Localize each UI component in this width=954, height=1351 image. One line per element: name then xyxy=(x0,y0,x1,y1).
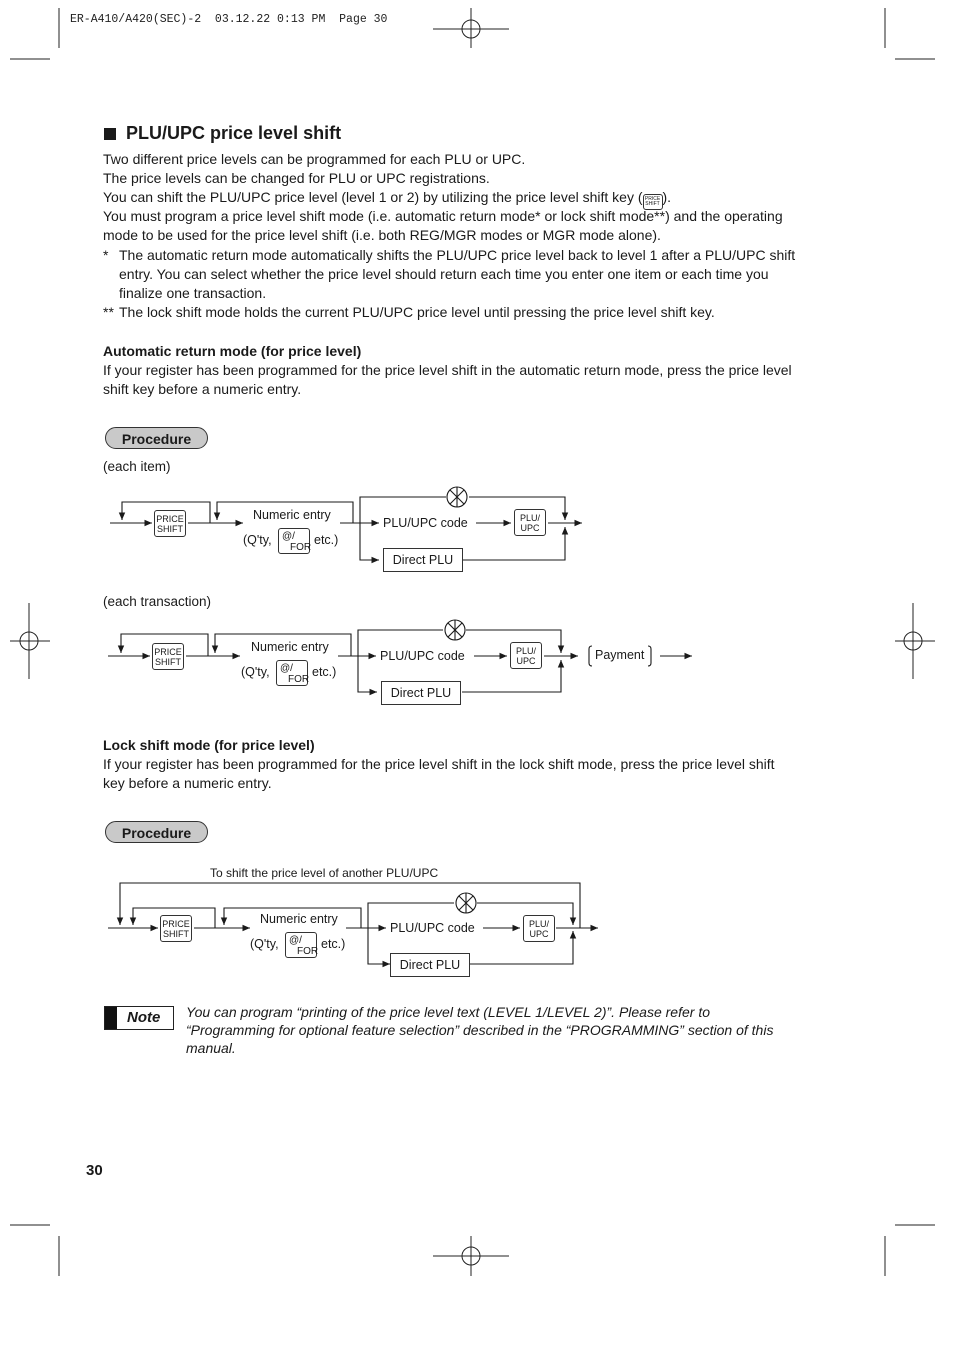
footnote-1-mark: * xyxy=(103,247,109,263)
intro-line-2: The price levels can be changed for PLU or UPC registrations. xyxy=(103,170,490,186)
square-bullet-icon xyxy=(104,128,116,140)
plu-upc-code-1: PLU/UPC code xyxy=(383,516,468,530)
footnote-2-text: The lock shift mode holds the current PLU/UPC price level until pressing the price level shift key. xyxy=(119,304,715,320)
plu-upc-key-2: PLU/ UPC xyxy=(510,642,542,669)
price-shift-key-1: PRICE SHIFT xyxy=(154,510,186,537)
note-line-1: You can program “printing of the price level text (LEVEL 1/LEVEL 2)”. Please refer to xyxy=(186,1004,710,1020)
intro-line-5: mode to be used for the price level shift (i.e. both REG/MGR modes or MGR mode alone). xyxy=(103,227,661,243)
intro-line-4: You must program a price level shift mode (i.e. automatic return mode* or lock shift mode**) and the operating xyxy=(103,208,783,224)
x-symbol-1 xyxy=(447,487,467,507)
price-shift-key-icon: PRICE SHIFT xyxy=(643,194,663,210)
intro-line-1: Two different price levels can be programmed for each PLU or UPC. xyxy=(103,151,526,167)
plu-upc-code-2: PLU/UPC code xyxy=(380,649,465,663)
intro-line-3-text: You can shift the PLU/UPC price level (level 1 or 2) by utilizing the price level shift key ( xyxy=(103,189,643,205)
intro-line-3-close: ). xyxy=(662,189,672,205)
qty-suffix-3: etc.) xyxy=(321,937,346,951)
procedure-badge-1: Procedure xyxy=(105,427,208,449)
qty-prefix-3: (Q'ty, xyxy=(250,937,279,951)
direct-plu-box-2: Direct PLU xyxy=(381,681,461,705)
footnote-1-line-3: finalize one transaction. xyxy=(119,285,267,301)
loop-label: To shift the price level of another PLU/UPC xyxy=(210,866,439,880)
each-transaction-label: (each transaction) xyxy=(103,594,212,609)
note-line-3: manual. xyxy=(186,1040,236,1056)
for-key-1: @/ FOR xyxy=(278,528,310,554)
qty-prefix-2: (Q'ty, xyxy=(241,665,270,679)
each-item-label: (each item) xyxy=(103,459,171,474)
note-line-2: “Programming for optional feature selection” described in the “PROGRAMMING” section of this xyxy=(186,1022,774,1038)
footnote-2-mark: ** xyxy=(103,304,114,320)
x-symbol-3 xyxy=(456,893,476,913)
lock-shift-heading: Lock shift mode (for price level) xyxy=(103,737,315,753)
x-symbol-2 xyxy=(445,620,465,640)
qty-prefix-1: (Q'ty, xyxy=(243,533,272,547)
print-header: ER-A410/A420(SEC)-2 03.12.22 0:13 PM Page 30 xyxy=(70,13,388,26)
price-shift-key-2: PRICE SHIFT xyxy=(152,643,184,670)
qty-suffix-2: etc.) xyxy=(312,665,337,679)
direct-plu-box-3: Direct PLU xyxy=(390,953,470,977)
lock-shift-line-1: If your register has been programmed for the price level shift in the lock shift mode, press the price level shift xyxy=(103,756,775,772)
auto-return-line-1: If your register has been programmed for the price level shift in the automatic return mode, press the price level xyxy=(103,362,792,378)
section-title xyxy=(104,123,341,144)
plu-upc-key-1: PLU/ UPC xyxy=(514,509,546,536)
for-key-2: @/ FOR xyxy=(276,660,308,686)
plu-upc-key-3: PLU/ UPC xyxy=(523,915,555,942)
page-number: 30 xyxy=(86,1162,103,1179)
direct-plu-box-1: Direct PLU xyxy=(383,548,463,572)
note-tag: Note xyxy=(104,1006,174,1030)
note-text xyxy=(186,1003,773,1057)
footnote-1-line-2: entry. You can select whether the price level should return each time you enter one item or each time you xyxy=(119,266,769,282)
qty-suffix-1: etc.) xyxy=(314,533,339,547)
payment-label: Payment xyxy=(595,648,645,662)
for-key-3: @/ FOR xyxy=(285,932,317,958)
procedure-badge-2: Procedure xyxy=(105,821,208,843)
auto-return-line-2: shift key before a numeric entry. xyxy=(103,381,302,397)
auto-return-heading: Automatic return mode (for price level) xyxy=(103,343,362,359)
lock-shift-line-2: key before a numeric entry. xyxy=(103,775,272,791)
numeric-entry-3: Numeric entry xyxy=(260,912,338,926)
footnote-1-line-1: The automatic return mode automatically shifts the PLU/UPC price level back to level 1 after a PLU/UPC shift xyxy=(119,247,796,263)
price-shift-key-3: PRICE SHIFT xyxy=(160,915,192,942)
section-title-text: PLU/UPC price level shift xyxy=(126,123,342,143)
plu-upc-code-3: PLU/UPC code xyxy=(390,921,475,935)
numeric-entry-2: Numeric entry xyxy=(251,640,329,654)
numeric-entry-1: Numeric entry xyxy=(253,508,331,522)
